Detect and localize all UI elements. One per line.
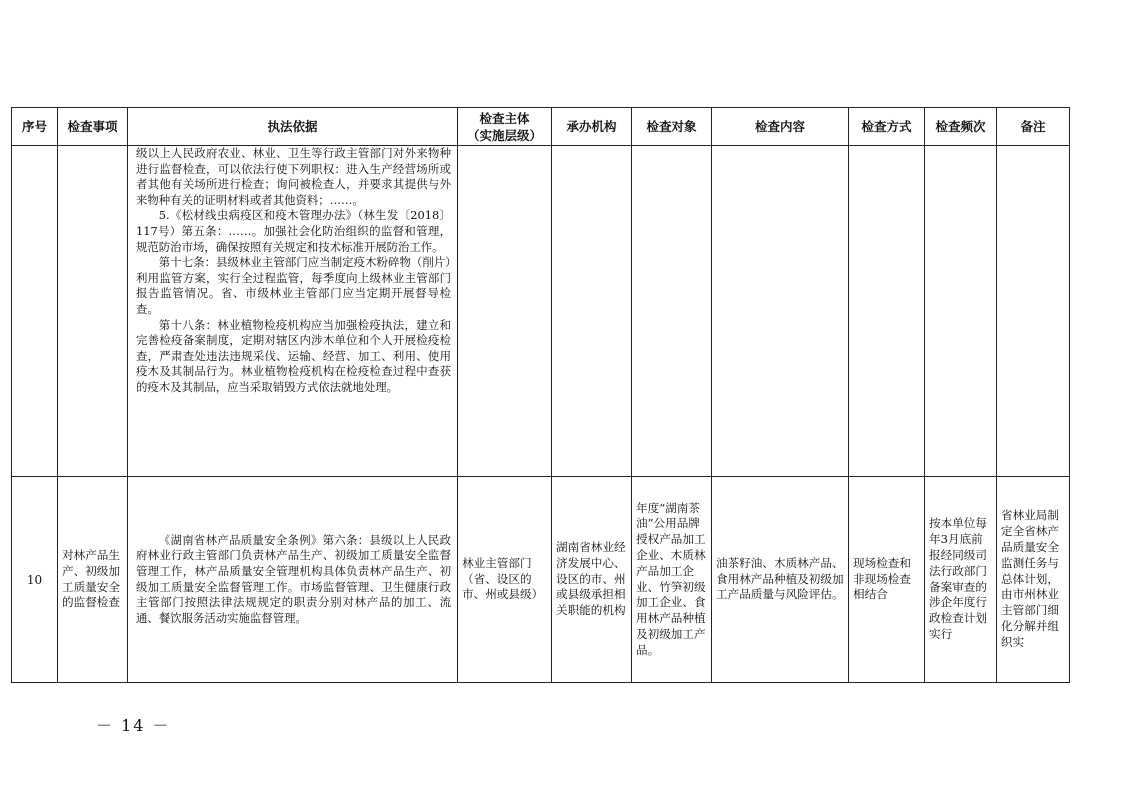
cell-empty xyxy=(925,146,997,477)
header-target: 检查对象 xyxy=(632,108,712,146)
cell-empty xyxy=(997,146,1070,477)
law-paragraph: 级以上人民政府农业、林业、卫生等行政主管部门对外来物种进行监督检查，可以依法行使下列职权：进入生产经营场所或者其他有关场所进行检查；询问被检查人，并要求其提供与外来物种有关的证明材料或者其他资料；……。 xyxy=(136,146,451,207)
row-method: 现场检查和非现场检查相结合 xyxy=(849,477,925,683)
table-row xyxy=(12,477,1070,683)
inspection-table xyxy=(11,107,1070,683)
header-note: 备注 xyxy=(997,108,1070,146)
header-agency: 承办机构 xyxy=(552,108,632,146)
law-paragraph: 《湖南省林产品质量安全条例》第六条：县级以上人民政府林业行政主管部门负责林产品生产、初级加工质量安全监督管理工作，林产品质量安全管理机构具体负责林产品生产、初级加工质量安全监督管理工作。市场监督管理、卫生健康行政主管部门按照法律法规规定的职责分别对林产品的加工、流通、餐饮服务活动实施监督管理。 xyxy=(136,532,451,625)
header-law: 执法依据 xyxy=(128,108,458,146)
cell-empty xyxy=(458,146,552,477)
law-paragraph: 第十八条：林业植物检疫机构应当加强检疫执法，建立和完善检疫备案制度，定期对辖区内涉木单位和个人开展检疫检查，严肃查处违法违规采伐、运输、经营、加工、利用、使用疫木及其制品行为。林业植物检疫机构在检疫检查过程中查获的疫木及其制品，应当采取销毁方式依法就地处理。 xyxy=(136,317,451,394)
cell-empty xyxy=(58,146,128,477)
cell-empty xyxy=(12,146,58,477)
row-agency: 湖南省林业经济发展中心、设区的市、州或县级承担相关职能的机构 xyxy=(552,477,632,683)
page-number: － 14 － xyxy=(96,716,171,735)
row-law xyxy=(128,477,458,683)
header-seq: 序号 xyxy=(12,108,58,146)
cell-empty xyxy=(632,146,712,477)
header-item: 检查事项 xyxy=(58,108,128,146)
law-paragraph: 5.《松材线虫病疫区和疫木管理办法》（林生发〔2018〕117号）第五条：……。加强社会化防治组织的监督和管理，规范防治市场，确保按照有关规定和技术标准开展防治工作。 xyxy=(136,208,451,254)
row-subject: 林业主管部门（省、设区的市、州或县级） xyxy=(458,477,552,683)
row-frequency: 按本单位每年3月底前报经同级司法行政部门备案审查的涉企年度行政检查计划实行 xyxy=(925,477,997,683)
row-note: 省林业局制定全省林产品质量安全监测任务与总体计划，由市州林业主管部门细化分解并组织实 xyxy=(997,477,1070,683)
header-subject: 检查主体 （实施层级） xyxy=(458,108,552,146)
row-target: 年度“湖南茶油”公用品牌授权产品加工企业、木质林产品加工企业、竹笋初级加工企业、食用林产品种植及初级加工产品。 xyxy=(632,477,712,683)
header-content: 检查内容 xyxy=(712,108,849,146)
law-paragraph: 第十七条：县级林业主管部门应当制定疫木粉碎物（削片）利用监管方案，实行全过程监管，每季度向上级林业主管部门报告监管情况。省、市级林业主管部门应当定期开展督导检查。 xyxy=(136,255,451,316)
table-header-row xyxy=(12,108,1070,146)
header-frequency: 检查频次 xyxy=(925,108,997,146)
row-seq: 10 xyxy=(12,477,58,683)
table-row xyxy=(12,146,1070,477)
cell-empty xyxy=(712,146,849,477)
law-basis-continued xyxy=(128,146,458,477)
header-method: 检查方式 xyxy=(849,108,925,146)
row-item: 对林产品生产、初级加工质量安全的监督检查 xyxy=(58,477,128,683)
cell-empty xyxy=(849,146,925,477)
row-content: 油茶籽油、木质林产品、食用林产品种植及初级加工产品质量与风险评估。 xyxy=(712,477,849,683)
cell-empty xyxy=(552,146,632,477)
